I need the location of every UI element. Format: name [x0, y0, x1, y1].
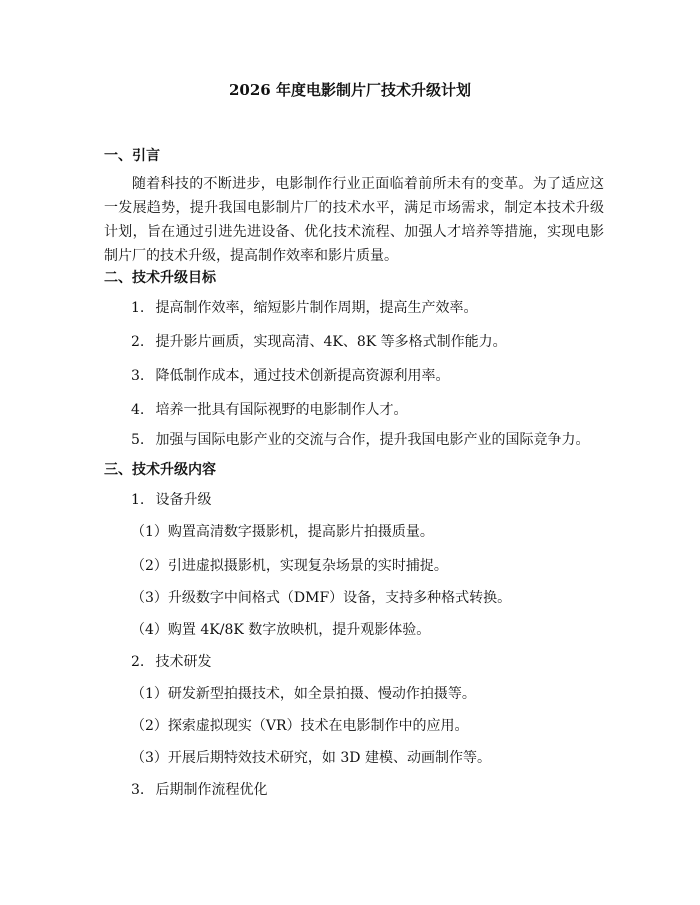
goal-text: 降低制作成本，通过技术创新提高资源利用率。 [155, 368, 450, 384]
goal-item [131, 332, 507, 352]
section-heading-goals: 二、技术升级目标 [104, 270, 216, 286]
subsection-label: 后期制作流程优化 [155, 782, 268, 798]
equipment-item: （3）升级数字中间格式（DMF）设备，支持多种格式转换。 [131, 590, 512, 606]
goal-item [131, 400, 407, 420]
subsection-label: 技术研发 [155, 654, 212, 670]
subsection-label: 设备升级 [155, 492, 212, 508]
equipment-item: （4）购置 4K/8K 数字放映机，提升观影体验。 [131, 622, 431, 638]
research-item: （1）研发新型拍摄技术，如全景拍摄、慢动作拍摄等。 [131, 686, 476, 702]
goal-text: 加强与国际电影产业的交流与合作，提升我国电影产业的国际竞争力。 [155, 432, 590, 448]
goal-text: 提升影片画质，实现高清、4K、8K 等多格式制作能力。 [155, 334, 507, 350]
goal-number: 4. [131, 402, 145, 418]
subsection-number: 2. [131, 654, 145, 670]
goal-item [131, 366, 449, 386]
goal-item [131, 430, 589, 450]
subsection-postproduction [131, 780, 267, 800]
goal-text: 提高制作效率，缩短影片制作周期，提高生产效率。 [155, 300, 478, 316]
equipment-item: （2）引进虚拟摄影机，实现复杂场景的实时捕捉。 [131, 558, 448, 574]
section-heading-intro: 一、引言 [104, 148, 160, 164]
subsection-number: 1. [131, 492, 145, 508]
section-heading-content: 三、技术升级内容 [104, 462, 216, 478]
research-item: （2）探索虚拟现实（VR）技术在电影制作中的应用。 [131, 718, 469, 734]
goal-number: 3. [131, 368, 145, 384]
subsection-equipment [131, 490, 211, 510]
goal-number: 2. [131, 334, 145, 350]
equipment-item: （1）购置高清数字摄影机，提高影片拍摄质量。 [131, 524, 434, 540]
document-title: 2026 年度电影制片厂技术升级计划 [229, 81, 471, 99]
research-item: （3）开展后期特效技术研究，如 3D 建模、动画制作等。 [131, 750, 491, 766]
intro-paragraph: 随着科技的不断进步，电影制作行业正面临着前所未有的变革。为了适应这一发展趋势，提升我国电影制片厂的技术水平，满足市场需求，制定本技术升级计划，旨在通过引进先进设备、优化技术流程、加强人才培养等措施，实现电影制片厂的技术升级，提高制作效率和影片质量。 [104, 176, 604, 264]
subsection-number: 3. [131, 782, 145, 798]
subsection-research [131, 652, 211, 672]
goal-number: 5. [131, 432, 145, 448]
goal-text: 培养一批具有国际视野的电影制作人才。 [155, 402, 408, 418]
goal-item [131, 298, 477, 318]
goal-number: 1. [131, 300, 145, 316]
